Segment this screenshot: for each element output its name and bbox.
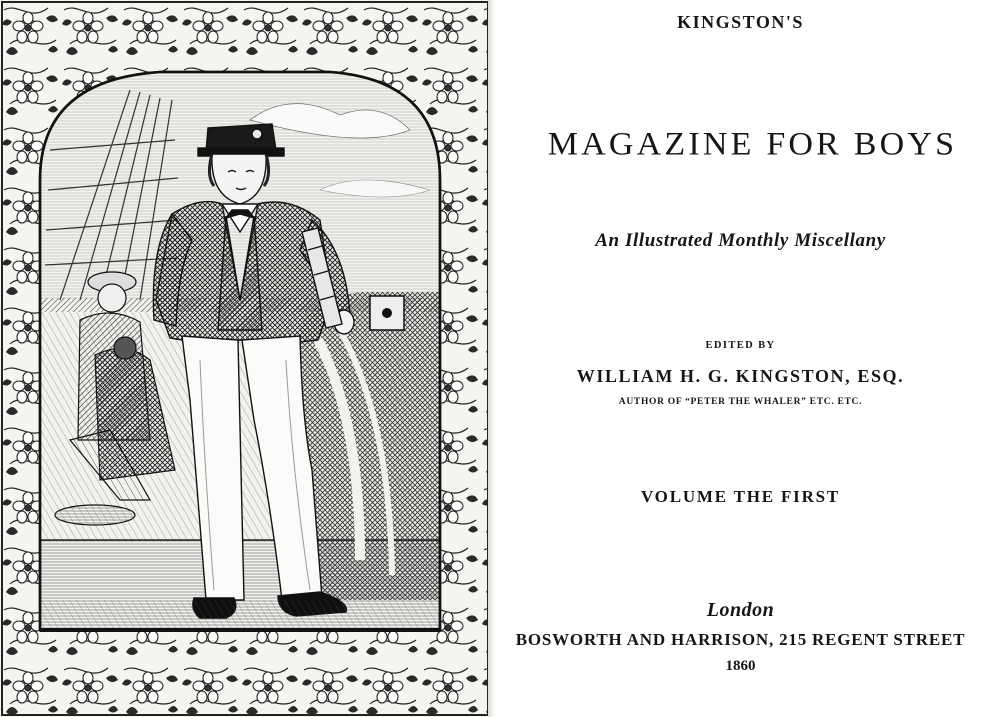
publication-year: 1860 — [725, 658, 756, 674]
publisher-address: BOSWORTH AND HARRISON, 215 REGENT STREET — [515, 630, 966, 649]
edited-by-label: EDITED BY — [705, 340, 776, 351]
series-name: KINGSTON'S — [677, 12, 804, 32]
magazine-subtitle: An Illustrated Monthly Miscellany — [595, 230, 886, 251]
volume-label: VOLUME THE FIRST — [640, 487, 841, 506]
book-gutter — [488, 0, 496, 717]
editor-name: WILLIAM H. G. KINGSTON, ESQ. — [576, 366, 905, 386]
frontispiece-page — [0, 0, 490, 717]
editor-credits: AUTHOR OF “PETER THE WHALER” ETC. ETC. — [618, 397, 863, 407]
magazine-title: MAGAZINE FOR BOYS — [547, 126, 958, 163]
publication-city: London — [706, 599, 775, 621]
title-page — [496, 0, 985, 717]
frontispiece-engraving — [0, 0, 490, 717]
